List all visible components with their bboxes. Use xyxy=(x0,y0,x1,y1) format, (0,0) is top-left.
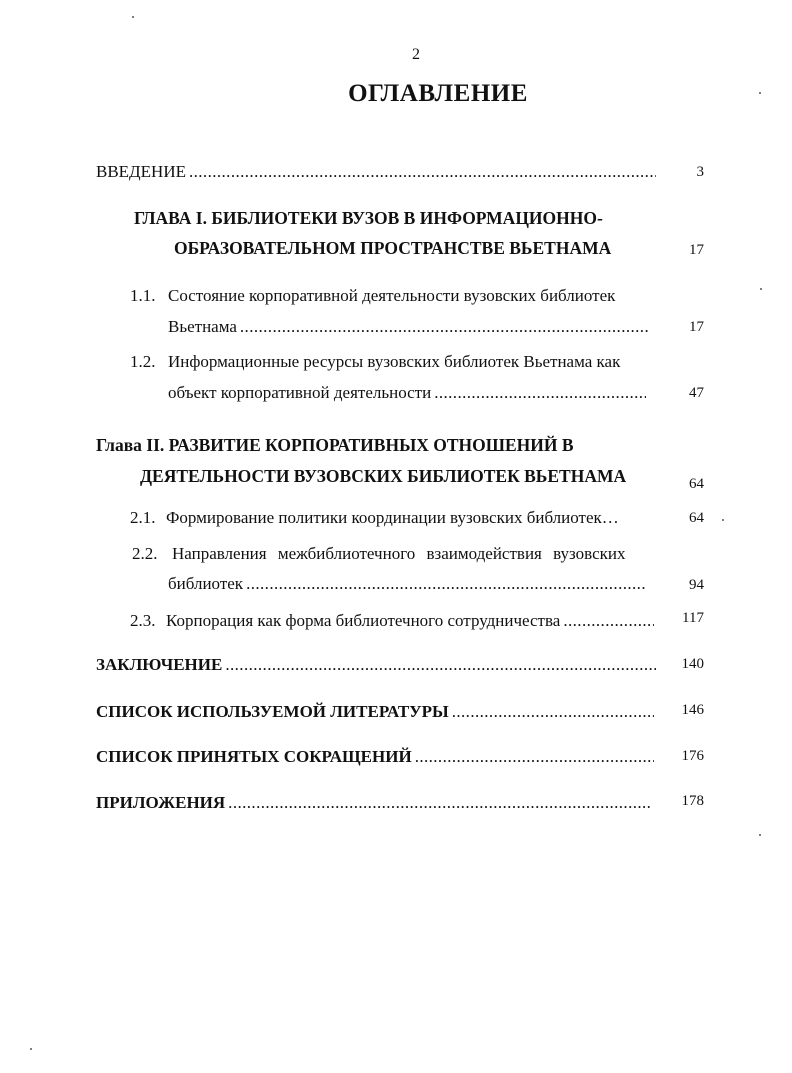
leader-dots xyxy=(189,162,656,182)
toc-section-2-2-line2[interactable] xyxy=(168,574,646,594)
leader-dots xyxy=(228,793,652,813)
scan-speck xyxy=(760,288,762,290)
leader-dots xyxy=(415,747,654,767)
toc-chapter2-page: 64 xyxy=(689,476,704,492)
toc-entry-appendices-label: ПРИЛОЖЕНИЯ xyxy=(96,793,226,812)
leader-dots xyxy=(434,383,646,403)
leader-dots xyxy=(246,574,646,594)
scan-speck xyxy=(30,1048,32,1050)
toc-section-1-2-number: 1.2. xyxy=(130,352,156,371)
toc-section-1-1-page: 17 xyxy=(689,319,704,335)
toc-entry-abbreviations[interactable] xyxy=(96,747,654,767)
toc-chapter2-line2[interactable]: ДЕЯТЕЛЬНОСТИ ВУЗОВСКИХ БИБЛИОТЕК ВЬЕТНАМА xyxy=(140,466,627,486)
toc-section-1-1-line2[interactable] xyxy=(168,317,650,337)
toc-chapter2-line1[interactable]: Глава II. РАЗВИТИЕ КОРПОРАТИВНЫХ ОТНОШЕНИЙ В xyxy=(96,435,574,455)
scan-speck xyxy=(132,16,134,18)
toc-entry-conclusion[interactable] xyxy=(96,655,656,675)
toc-section-1-1-line1[interactable]: Состояние корпоративной деятельности вузовских библиотек xyxy=(168,286,616,305)
toc-section-2-3-number: 2.3. xyxy=(130,611,156,630)
toc-entry-intro-label: ВВЕДЕНИЕ xyxy=(96,162,186,181)
document-title: ОГЛАВЛЕНИЕ xyxy=(348,80,528,107)
toc-entry-abbreviations-page: 176 xyxy=(681,748,704,764)
toc-section-2-3[interactable] xyxy=(166,611,654,631)
toc-entry-conclusion-page: 140 xyxy=(681,656,704,672)
toc-section-2-3-label: Корпорация как форма библиотечного сотрудничества xyxy=(166,611,561,630)
page-number: 2 xyxy=(412,46,420,63)
toc-section-2-2-line1[interactable]: Направления межбиблиотечного взаимодействия вузовских xyxy=(172,544,626,563)
toc-entry-intro[interactable] xyxy=(96,162,656,182)
toc-section-1-2-line2[interactable] xyxy=(168,383,646,403)
toc-chapter1-page: 17 xyxy=(689,242,704,258)
leader-dots xyxy=(225,655,656,675)
toc-section-1-1-label: Вьетнама xyxy=(168,317,237,336)
toc-section-2-3-page: 117 xyxy=(682,610,704,626)
leader-dots xyxy=(240,317,650,337)
toc-section-1-2-line1[interactable]: Информационные ресурсы вузовских библиотек Вьетнама как xyxy=(168,352,621,371)
scan-speck xyxy=(759,92,761,94)
toc-section-1-2-label: объект корпоративной деятельности xyxy=(168,383,432,402)
toc-section-2-1-number: 2.1. xyxy=(130,508,156,527)
toc-entry-literature-label: СПИСОК ИСПОЛЬЗУЕМОЙ ЛИТЕРАТУРЫ xyxy=(96,702,449,721)
leader-dots xyxy=(452,702,654,722)
toc-section-2-2-page: 94 xyxy=(689,577,704,593)
toc-section-2-1-line1[interactable]: Формирование политики координации вузовских библиотек… xyxy=(166,508,619,527)
scan-speck xyxy=(759,834,761,836)
toc-section-2-1-page: 64 xyxy=(689,510,704,526)
toc-entry-appendices-page: 178 xyxy=(681,793,704,809)
toc-section-1-2-page: 47 xyxy=(689,385,704,401)
toc-chapter1-line2[interactable]: ОБРАЗОВАТЕЛЬНОМ ПРОСТРАНСТВЕ ВЬЕТНАМА xyxy=(174,238,612,258)
toc-entry-literature[interactable] xyxy=(96,702,654,722)
toc-entry-literature-page: 146 xyxy=(681,702,704,718)
toc-entry-intro-page: 3 xyxy=(696,164,704,180)
toc-section-2-2-label: библиотек xyxy=(168,574,244,593)
toc-chapter1-line1[interactable]: ГЛАВА I. БИБЛИОТЕКИ ВУЗОВ В ИНФОРМАЦИОННО- xyxy=(134,208,603,228)
toc-section-1-1-number: 1.1. xyxy=(130,286,156,305)
toc-entry-appendices[interactable] xyxy=(96,793,652,813)
toc-entry-conclusion-label: ЗАКЛЮЧЕНИЕ xyxy=(96,655,223,674)
toc-section-2-2-number: 2.2. xyxy=(132,544,158,563)
scan-speck xyxy=(722,519,724,521)
toc-entry-abbreviations-label: СПИСОК ПРИНЯТЫХ СОКРАЩЕНИЙ xyxy=(96,747,412,766)
leader-dots xyxy=(563,611,654,631)
